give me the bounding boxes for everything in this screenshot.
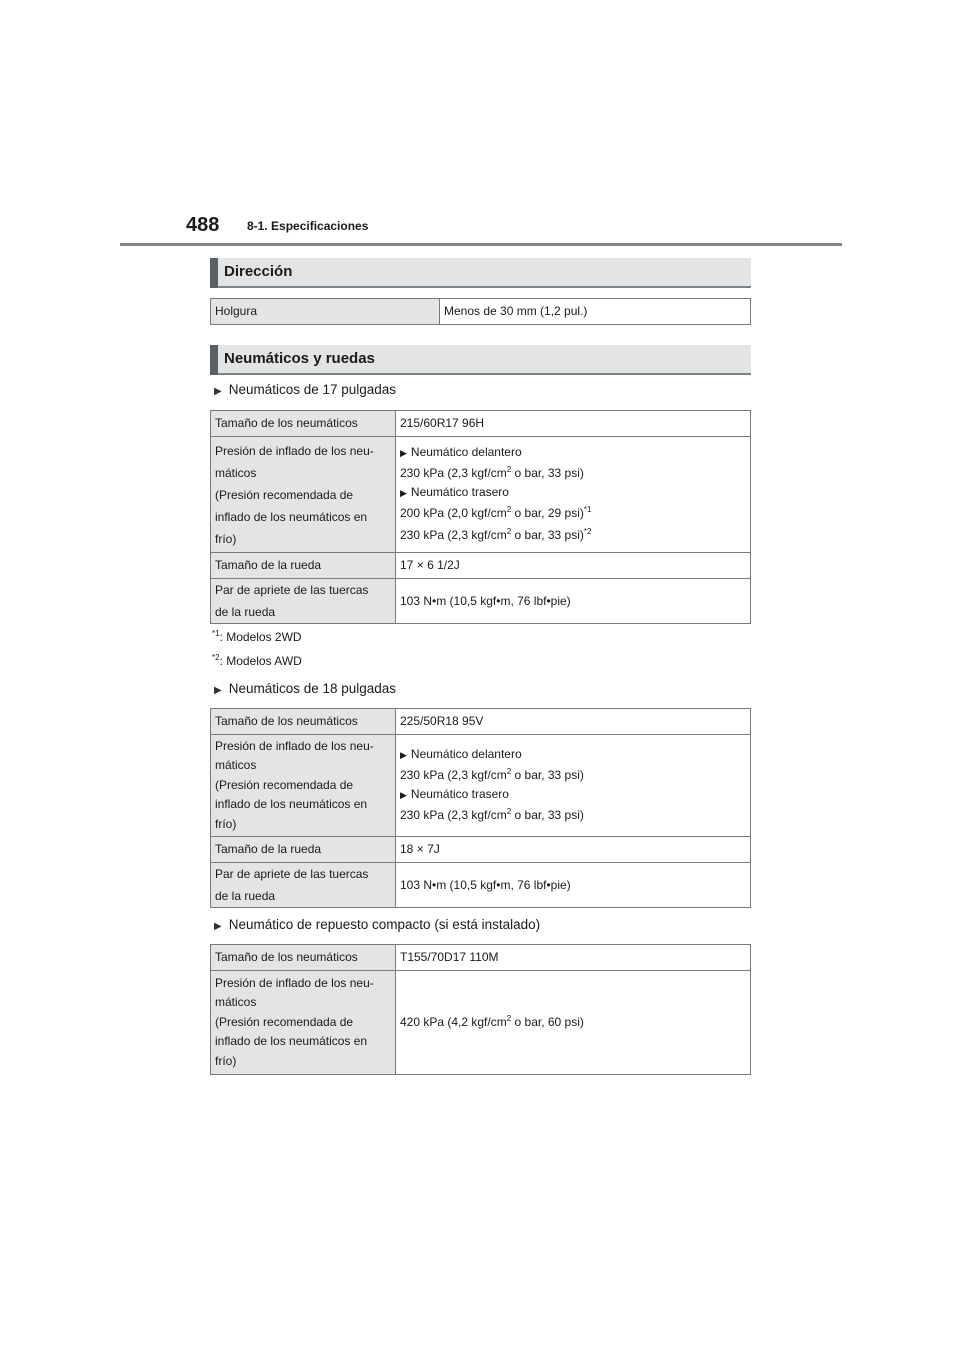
rear-pressure — [400, 804, 746, 826]
page-header — [0, 0, 960, 250]
label-line: Presión de inflado de los neu- — [215, 975, 374, 990]
pressure-text: o bar, 60 psi) — [511, 1015, 584, 1029]
label-line: frío) — [215, 1053, 237, 1068]
row-label: Holgura — [211, 299, 440, 325]
triangle-bullet-icon: ▶ — [400, 789, 407, 800]
wheel-width: 7J — [427, 842, 440, 856]
row-value: 215/60R17 96H — [396, 411, 751, 437]
label-line: frío) — [215, 816, 237, 831]
triangle-bullet-icon: ▶ — [400, 749, 407, 760]
front-tire-item — [400, 444, 746, 462]
front-tire-label: Neumático delantero — [410, 746, 522, 761]
row-label — [211, 579, 396, 624]
row-value — [396, 553, 751, 579]
superscript: 2 — [506, 1014, 512, 1023]
superscript: 2 — [506, 526, 512, 536]
row-label: Tamaño de los neumáticos — [211, 709, 396, 735]
rear-tire-label: Neumático trasero — [410, 484, 509, 499]
heading-text: Dirección — [224, 263, 293, 280]
pressure-text: 230 kPa (2,3 kgf/cm — [400, 465, 507, 480]
heading-text: Neumáticos y ruedas — [224, 350, 375, 367]
wheel-diameter: 18 — [400, 842, 414, 856]
spare-tire-table — [210, 944, 751, 1075]
label-line: (Presión recomendada de — [215, 487, 354, 502]
label-line: máticos — [215, 995, 257, 1010]
label-line: máticos — [215, 465, 257, 480]
front-tire-item — [400, 746, 746, 764]
footnote-text: : Modelos AWD — [219, 654, 302, 668]
pressure-text: o bar, 33 psi) — [511, 465, 584, 480]
label-line: inflado de los neumáticos en — [215, 797, 368, 812]
front-tire-label: Neumático delantero — [410, 444, 522, 459]
footnote-text: : Modelos 2WD — [219, 630, 302, 644]
table-row — [211, 971, 751, 1075]
multiply-sign: × — [416, 842, 424, 856]
subheading-text: Neumático de repuesto compacto (si está instalado) — [228, 917, 541, 932]
subheading-spare — [214, 917, 540, 932]
superscript: 2 — [506, 504, 512, 514]
row-label — [211, 735, 396, 837]
heading-accent — [210, 258, 218, 288]
label-line: (Presión recomendada de — [215, 1014, 354, 1029]
section-title: 8-1. Especificaciones — [247, 219, 369, 233]
footnote-ref: *1 — [583, 504, 592, 514]
table-row — [211, 553, 751, 579]
label-line: de la rueda — [215, 889, 276, 903]
label-line: máticos — [215, 758, 257, 773]
pressure-text: 420 kPa (4,2 kgf/cm — [400, 1015, 507, 1029]
tire-table-17 — [210, 410, 751, 624]
triangle-bullet-icon: ▶ — [214, 685, 222, 696]
rear-pressure-awd — [400, 524, 746, 546]
table-row — [211, 579, 751, 624]
table-row — [211, 837, 751, 863]
label-line: inflado de los neumáticos en — [215, 1034, 368, 1049]
triangle-bullet-icon: ▶ — [214, 921, 222, 932]
triangle-bullet-icon: ▶ — [400, 447, 407, 458]
heading-accent — [210, 345, 218, 375]
table-row — [211, 411, 751, 437]
label-line: Par de apriete de las tuercas — [215, 867, 369, 881]
row-value: 103 N•m (10,5 kgf•m, 76 lbf•pie) — [396, 579, 751, 624]
subheading-17 — [214, 382, 396, 397]
row-value — [396, 837, 751, 863]
footnote — [212, 654, 302, 668]
table-row — [211, 299, 751, 325]
row-value: T155/70D17 110M — [396, 945, 751, 971]
triangle-bullet-icon: ▶ — [400, 487, 407, 498]
footnote-ref: *2 — [583, 526, 592, 536]
header-divider — [120, 243, 842, 246]
rear-pressure-2wd — [400, 502, 746, 524]
pressure-text: o bar, 33 psi) — [511, 527, 584, 542]
pressure-text: 230 kPa (2,3 kgf/cm — [400, 807, 507, 822]
pressure-text: o bar, 33 psi) — [511, 767, 584, 782]
table-row — [211, 863, 751, 908]
label-line: (Presión recomendada de — [215, 777, 354, 792]
label-line: inflado de los neumáticos en — [215, 509, 368, 524]
row-label: Tamaño de los neumáticos — [211, 945, 396, 971]
wheel-width: 6 1/2J — [427, 558, 460, 572]
steering-table — [210, 298, 751, 325]
label-line: Par de apriete de las tuercas — [215, 583, 369, 597]
row-value: 103 N•m (10,5 kgf•m, 76 lbf•pie) — [396, 863, 751, 908]
footnote-mark: *2 — [212, 653, 220, 662]
subheading-18 — [214, 681, 396, 696]
page-number: 488 — [186, 214, 220, 236]
label-line: Presión de inflado de los neu- — [215, 738, 374, 753]
subheading-text: Neumáticos de 18 pulgadas — [228, 681, 397, 696]
table-row — [211, 437, 751, 553]
row-label: Tamaño de los neumáticos — [211, 411, 396, 437]
table-row — [211, 945, 751, 971]
multiply-sign: × — [416, 558, 424, 572]
row-value: Menos de 30 mm (1,2 pul.) — [440, 299, 751, 325]
superscript: 2 — [506, 806, 512, 816]
subheading-text: Neumáticos de 17 pulgadas — [228, 382, 397, 397]
pressure-text: 200 kPa (2,0 kgf/cm — [400, 505, 507, 520]
label-line: de la rueda — [215, 605, 276, 619]
table-row — [211, 735, 751, 837]
row-value — [396, 735, 751, 837]
row-label — [211, 437, 396, 553]
superscript: 2 — [506, 464, 512, 474]
label-line: frío) — [215, 531, 237, 546]
pressure-text: o bar, 29 psi) — [511, 505, 584, 520]
label-line: Presión de inflado de los neu- — [215, 443, 374, 458]
front-pressure — [400, 764, 746, 786]
row-label — [211, 971, 396, 1075]
triangle-bullet-icon: ▶ — [214, 386, 222, 397]
row-label: Tamaño de la rueda — [211, 553, 396, 579]
rear-tire-item — [400, 786, 746, 804]
pressure-text: 230 kPa (2,3 kgf/cm — [400, 527, 507, 542]
row-value — [396, 971, 751, 1075]
heading-neumaticos — [210, 345, 751, 375]
row-label: Tamaño de la rueda — [211, 837, 396, 863]
front-pressure — [400, 462, 746, 484]
rear-tire-label: Neumático trasero — [410, 786, 509, 801]
pressure-text: o bar, 33 psi) — [511, 807, 584, 822]
tire-table-18 — [210, 708, 751, 908]
heading-direccion — [210, 258, 751, 288]
footnote-mark: *1 — [212, 629, 220, 638]
row-value — [396, 437, 751, 553]
superscript: 2 — [506, 766, 512, 776]
wheel-diameter: 17 — [400, 558, 414, 572]
table-row — [211, 709, 751, 735]
row-value: 225/50R18 95V — [396, 709, 751, 735]
pressure-text: 230 kPa (2,3 kgf/cm — [400, 767, 507, 782]
footnote — [212, 630, 302, 644]
rear-tire-item — [400, 484, 746, 502]
row-label — [211, 863, 396, 908]
